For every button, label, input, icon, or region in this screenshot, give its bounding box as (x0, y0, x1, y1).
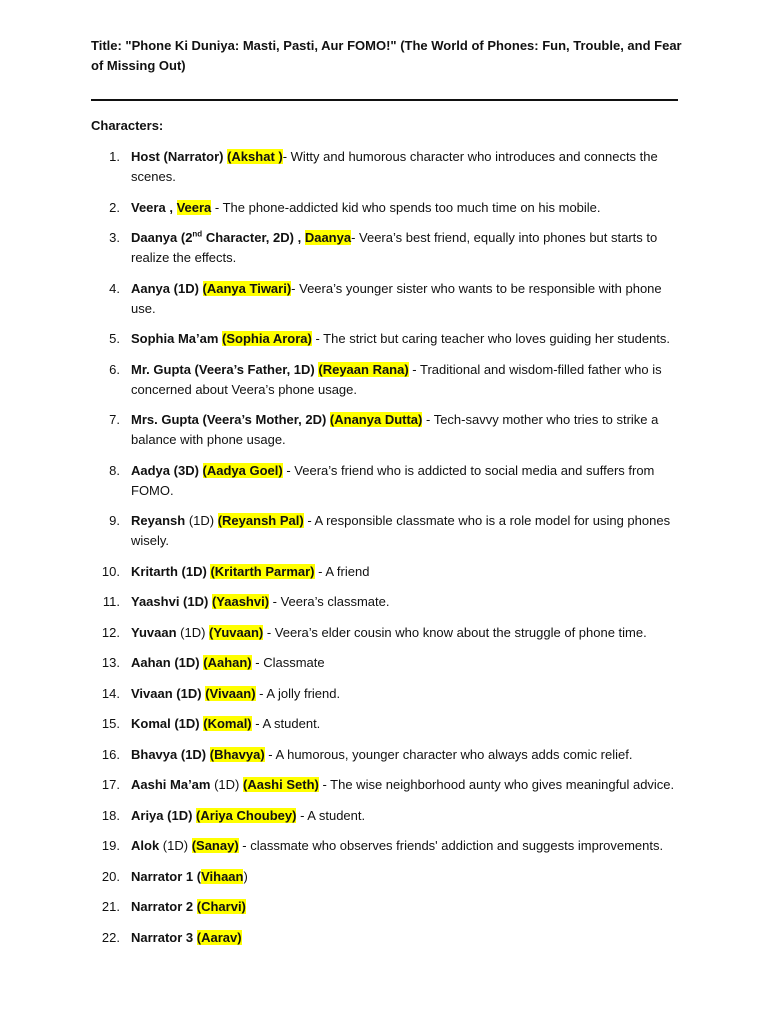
actor-name-highlight: (Aashi Seth) (243, 777, 319, 792)
actor-name-highlight: Vihaan (201, 868, 244, 884)
character-division: (1D) (176, 624, 206, 640)
script-title: Title: "Phone Ki Duniya: Masti, Pasti, Aur FOMO!" (The World of Phones: Fun, Trouble, and Fear of Missing Out) (91, 38, 682, 73)
character-name: Ariya (1D) (131, 807, 193, 823)
actor-name-highlight: (Akshat ) (227, 149, 283, 164)
character-name: Veera , (131, 199, 173, 215)
character-description: - Traditional and wisdom-filled father who is concerned about Veera’s phone usage. (131, 361, 662, 397)
actor-name-highlight: (Ananya Dutta) (329, 412, 423, 427)
list-item (91, 684, 681, 704)
character-name: Aadya (3D) (131, 462, 199, 478)
list-item (91, 198, 681, 218)
character-name: Host (Narrator) (131, 149, 224, 164)
actor-name-highlight: Veera (176, 199, 212, 215)
character-name: Narrator 3 (131, 929, 194, 945)
list-item-number: 20. (101, 868, 120, 884)
actor-name-highlight: (Aanya Tiwari) (202, 280, 292, 296)
list-item (91, 623, 681, 643)
list-item (91, 360, 681, 400)
character-name: Daanya (2 (131, 230, 193, 245)
list-item (91, 329, 681, 349)
list-item-number: 10. (101, 563, 120, 579)
character-name: Reyansh (131, 513, 186, 528)
character-division: (1D) (159, 838, 189, 853)
actor-name-highlight: (Kritarth Parmar) (210, 563, 315, 579)
list-item (91, 511, 681, 551)
character-name: Kritarth (1D) (131, 563, 207, 579)
list-item-number: 9. (109, 513, 120, 528)
list-item (91, 714, 681, 734)
list-item-number: 15. (101, 716, 120, 731)
list-item (91, 562, 681, 582)
list-item (91, 806, 681, 826)
character-name: Alok (131, 838, 160, 853)
character-division: (1D) (185, 513, 215, 528)
list-item (91, 279, 681, 319)
actor-name-highlight: (Charvi) (196, 899, 246, 914)
character-name: Mr. Gupta (Veera’s Father, 1D) (131, 361, 315, 377)
character-description: - A student. (296, 807, 366, 823)
list-item-number: 16. (101, 746, 120, 762)
character-description: - Veera’s elder cousin who know about the struggle of phone time. (263, 624, 647, 640)
character-description: - classmate who observes friends' addiction and suggests improvements. (238, 838, 664, 853)
list-item-number: 7. (109, 412, 120, 427)
list-item (91, 592, 681, 612)
list-item-number: 3. (109, 230, 120, 245)
list-item-number: 11. (102, 594, 120, 609)
character-description: - Veera’s friend who is addicted to social media and suffers from FOMO. (131, 462, 655, 498)
character-description: - Veera’s classmate. (269, 594, 390, 609)
list-item-number: 8. (109, 462, 120, 478)
character-description: - The phone-addicted kid who spends too much time on his mobile. (211, 199, 601, 215)
character-description: - A jolly friend. (255, 685, 341, 701)
list-item (91, 147, 681, 187)
character-description: - Veera’s younger sister who wants to be responsible with phone use. (131, 280, 662, 316)
actor-name-highlight: (Reyaan Rana) (318, 361, 409, 377)
horizontal-divider (91, 99, 678, 101)
character-description: - Tech-savvy mother who tries to strike a balance with phone usage. (131, 412, 659, 447)
actor-name-highlight: (Aahan) (203, 655, 252, 670)
actor-name-highlight: (Yaashvi) (211, 594, 270, 609)
list-item-number: 18. (101, 807, 120, 823)
characters-list (91, 147, 681, 958)
list-item-number: 17. (101, 777, 120, 792)
list-item (91, 928, 681, 948)
list-item-number: 13. (101, 655, 120, 670)
list-item-number: 19. (101, 838, 120, 853)
list-item (91, 745, 681, 765)
actor-name-highlight: (Aadya Goel) (202, 462, 283, 478)
character-name: Narrator 1 ( (131, 868, 202, 884)
list-item (91, 775, 681, 795)
actor-name-highlight: (Komal) (203, 716, 252, 731)
character-name: Character, 2D) , (202, 230, 302, 245)
character-description: - Witty and humorous character who introduces and connects the scenes. (131, 149, 658, 184)
character-description: - A friend (314, 563, 370, 579)
actor-name-highlight: (Reyansh Pal) (217, 513, 304, 528)
list-item (91, 228, 681, 268)
list-item-number: 4. (109, 280, 120, 296)
character-description: - A student. (251, 716, 321, 731)
list-item (91, 653, 681, 673)
character-name: Aanya (1D) (131, 280, 199, 296)
character-division: (1D) (210, 777, 240, 792)
list-item (91, 897, 681, 917)
actor-name-highlight: (Bhavya) (209, 746, 265, 762)
character-name: Mrs. Gupta (Veera’s Mother, 2D) (131, 412, 327, 427)
actor-name-highlight: (Vivaan) (205, 685, 256, 701)
character-description: - Veera’s best friend, equally into phones but starts to realize the effects. (131, 230, 658, 265)
actor-name-highlight: Daanya (304, 230, 352, 245)
list-item-number: 22. (101, 929, 120, 945)
list-item (91, 867, 681, 887)
character-name: Aashi Ma’am (131, 777, 211, 792)
actor-name-highlight: (Yuvaan) (209, 624, 264, 640)
character-description: ) (243, 868, 248, 884)
list-item (91, 461, 681, 501)
list-item-number: 12. (101, 624, 120, 640)
character-name: Narrator 2 (131, 899, 194, 914)
character-name: Sophia Ma’am (131, 331, 219, 346)
actor-name-highlight: (Aarav) (196, 929, 242, 945)
list-item-number: 21. (101, 899, 120, 914)
list-item (91, 410, 681, 450)
list-item-number: 5. (109, 331, 120, 346)
list-item (91, 836, 681, 856)
character-name: Aahan (1D) (131, 655, 200, 670)
list-item-number: 2. (109, 199, 120, 215)
actor-name-highlight: (Sophia Arora) (222, 331, 312, 346)
characters-heading: Characters: (91, 118, 164, 133)
character-description: - Classmate (251, 655, 325, 670)
character-name: Yaashvi (1D) (131, 594, 209, 609)
character-description: - The strict but caring teacher who loves guiding her students. (311, 331, 671, 346)
character-name-superscript: nd (192, 229, 203, 239)
character-name: Bhavya (1D) (131, 746, 207, 762)
character-name: Vivaan (1D) (131, 685, 202, 701)
actor-name-highlight: (Ariya Choubey) (196, 807, 297, 823)
actor-name-highlight: (Sanay) (191, 838, 239, 853)
list-item-number: 14. (101, 685, 120, 701)
character-description: - The wise neighborhood aunty who gives meaningful advice. (318, 777, 675, 792)
character-name: Yuvaan (131, 624, 177, 640)
character-description: - A responsible classmate who is a role model for using phones wisely. (131, 513, 671, 548)
character-description: - A humorous, younger character who always adds comic relief. (264, 746, 633, 762)
list-item-number: 1. (109, 149, 120, 164)
character-name: Komal (1D) (131, 716, 200, 731)
list-item-number: 6. (109, 361, 120, 377)
